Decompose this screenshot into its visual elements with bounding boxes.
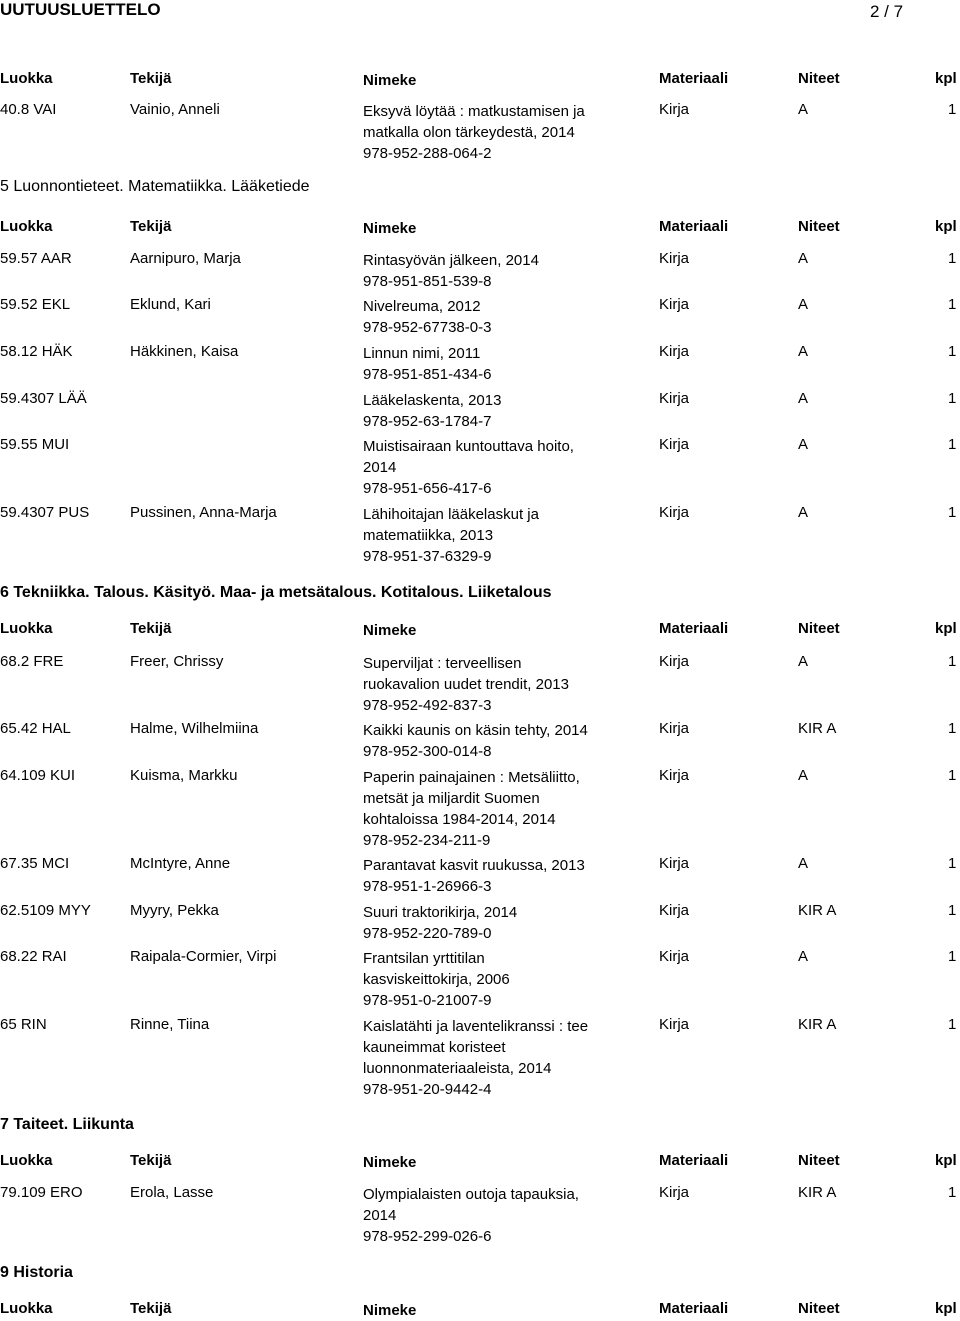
item-nimeke [363, 1016, 588, 1100]
item-nimeke-line: metsät ja miljardit Suomen [363, 790, 540, 807]
item-luokka: 40.8 VAI [0, 101, 57, 118]
item-nimeke-line: Paperin painajainen : Metsäliitto, [363, 769, 580, 786]
column-header-nimeke: Nimeke [363, 1302, 417, 1319]
item-nimeke-line: 2014 [363, 1207, 397, 1224]
item-niteet: A [798, 343, 809, 360]
column-header-kpl: kpl [935, 620, 957, 637]
item-tekija: Häkkinen, Kaisa [130, 343, 239, 360]
column-header-luokka: Luokka [0, 1300, 53, 1317]
item-niteet: A [798, 296, 809, 313]
item-isbn: 978-951-656-417-6 [363, 480, 492, 497]
item-luokka: 59.4307 PUS [0, 504, 90, 521]
item-nimeke-line: Superviljat : terveellisen [363, 655, 522, 672]
column-header-nimeke: Nimeke [363, 72, 417, 89]
item-niteet: A [798, 101, 809, 118]
item-materiaali: Kirja [659, 948, 690, 965]
item-nimeke-line: Olympialaisten outoja tapauksia, [363, 1186, 579, 1203]
item-isbn: 978-952-492-837-3 [363, 697, 492, 714]
item-nimeke-line: Rintasyövän jälkeen, 2014 [363, 252, 539, 269]
item-niteet: A [798, 855, 809, 872]
item-isbn: 978-952-288-064-2 [363, 145, 492, 162]
column-header-materiaali: Materiaali [659, 218, 729, 235]
item-nimeke-line: Suuri traktorikirja, 2014 [363, 904, 518, 921]
column-header-tekija: Tekijä [130, 620, 172, 637]
item-kpl: 1 [948, 1184, 957, 1201]
item-luokka: 67.35 MCI [0, 855, 70, 872]
item-kpl: 1 [948, 101, 957, 118]
item-materiaali: Kirja [659, 250, 690, 267]
item-nimeke-line: Frantsilan yrttitilan [363, 950, 485, 967]
item-isbn: 978-952-300-014-8 [363, 743, 492, 760]
item-materiaali: Kirja [659, 902, 690, 919]
item-luokka: 62.5109 MYY [0, 902, 91, 919]
item-tekija: Pussinen, Anna-Marja [130, 504, 277, 521]
item-nimeke-line: kauneimmat koristeet [363, 1039, 506, 1056]
item-luokka: 64.109 KUI [0, 767, 76, 784]
item-luokka: 68.2 FRE [0, 653, 64, 670]
item-nimeke [363, 1184, 579, 1247]
item-kpl: 1 [948, 1016, 957, 1033]
column-header-kpl: kpl [935, 70, 957, 87]
column-header-tekija: Tekijä [130, 1300, 172, 1317]
item-nimeke-line: Kaikki kaunis on käsin tehty, 2014 [363, 722, 588, 739]
item-luokka: 59.57 AAR [0, 250, 72, 267]
column-header-nimeke: Nimeke [363, 622, 417, 639]
item-kpl: 1 [948, 250, 957, 267]
column-header-niteet: Niteet [798, 1152, 840, 1169]
column-header-nimeke: Nimeke [363, 1154, 417, 1171]
item-nimeke [363, 436, 574, 499]
item-kpl: 1 [948, 653, 957, 670]
item-tekija: Freer, Chrissy [130, 653, 224, 670]
item-nimeke [363, 720, 588, 762]
item-isbn: 978-952-220-789-0 [363, 925, 492, 942]
item-niteet: A [798, 767, 809, 784]
item-nimeke [363, 390, 501, 432]
item-niteet: KIR A [798, 1184, 837, 1201]
item-isbn: 978-951-1-26966-3 [363, 878, 492, 895]
item-nimeke [363, 855, 585, 897]
item-nimeke-line: luonnonmateriaaleista, 2014 [363, 1060, 552, 1077]
item-nimeke [363, 948, 510, 1011]
item-nimeke-line: Nivelreuma, 2012 [363, 298, 481, 315]
column-header-luokka: Luokka [0, 1152, 53, 1169]
item-luokka: 59.4307 LÄÄ [0, 390, 87, 407]
item-niteet: A [798, 250, 809, 267]
item-isbn: 978-952-299-026-6 [363, 1228, 492, 1245]
item-tekija: McIntyre, Anne [130, 855, 231, 872]
item-luokka: 58.12 HÄK [0, 343, 73, 360]
item-nimeke-line: kohtaloissa 1984-2014, 2014 [363, 811, 556, 828]
column-header-materiaali: Materiaali [659, 1300, 729, 1317]
item-nimeke-line: Kaislatähti ja laventelikranssi : tee [363, 1018, 589, 1035]
item-isbn: 978-951-851-539-8 [363, 273, 492, 290]
item-materiaali: Kirja [659, 436, 690, 453]
column-header-tekija: Tekijä [130, 218, 172, 235]
item-niteet: A [798, 436, 809, 453]
item-kpl: 1 [948, 855, 957, 872]
item-materiaali: Kirja [659, 296, 690, 313]
item-nimeke-line: Lääkelaskenta, 2013 [363, 392, 502, 409]
item-tekija: Halme, Wilhelmiina [130, 720, 259, 737]
item-kpl: 1 [948, 504, 957, 521]
item-materiaali: Kirja [659, 720, 690, 737]
item-tekija: Raipala-Cormier, Virpi [130, 948, 277, 965]
item-materiaali: Kirja [659, 343, 690, 360]
item-niteet: A [798, 653, 809, 670]
item-luokka: 65 RIN [0, 1016, 47, 1033]
item-isbn: 978-952-63-1784-7 [363, 413, 492, 430]
column-header-luokka: Luokka [0, 70, 53, 87]
column-header-materiaali: Materiaali [659, 620, 729, 637]
section-heading: 6 Tekniikka. Talous. Käsityö. Maa- ja metsätalous. Kotitalous. Liiketalous [0, 584, 552, 601]
section-heading: 7 Taiteet. Liikunta [0, 1116, 134, 1133]
column-header-materiaali: Materiaali [659, 1152, 729, 1169]
item-materiaali: Kirja [659, 767, 690, 784]
column-header-niteet: Niteet [798, 218, 840, 235]
item-nimeke [363, 250, 539, 292]
item-nimeke-line: Muistisairaan kuntouttava hoito, [363, 438, 574, 455]
column-header-tekija: Tekijä [130, 1152, 172, 1169]
item-nimeke-line: Lähihoitajan lääkelaskut ja [363, 506, 539, 523]
item-tekija: Aarnipuro, Marja [130, 250, 241, 267]
item-isbn: 978-951-851-434-6 [363, 366, 492, 383]
item-nimeke-line: 2014 [363, 459, 397, 476]
item-niteet: A [798, 390, 809, 407]
item-nimeke [363, 902, 517, 944]
item-kpl: 1 [948, 390, 957, 407]
item-nimeke [363, 296, 491, 338]
item-nimeke-line: matematiikka, 2013 [363, 527, 494, 544]
item-isbn: 978-951-20-9442-4 [363, 1081, 492, 1098]
item-materiaali: Kirja [659, 390, 690, 407]
item-materiaali: Kirja [659, 653, 690, 670]
item-materiaali: Kirja [659, 101, 690, 118]
item-nimeke [363, 653, 569, 716]
item-kpl: 1 [948, 436, 957, 453]
column-header-niteet: Niteet [798, 70, 840, 87]
item-nimeke-line: kasviskeittokirja, 2006 [363, 971, 510, 988]
item-nimeke-line: ruokavalion uudet trendit, 2013 [363, 676, 569, 693]
item-niteet: KIR A [798, 720, 837, 737]
item-nimeke-line: Linnun nimi, 2011 [363, 345, 481, 362]
item-tekija: Myyry, Pekka [130, 902, 219, 919]
item-luokka: 65.42 HAL [0, 720, 71, 737]
item-materiaali: Kirja [659, 504, 690, 521]
column-header-kpl: kpl [935, 218, 957, 235]
item-nimeke [363, 504, 539, 567]
item-niteet: KIR A [798, 1016, 837, 1033]
item-luokka: 59.55 MUI [0, 436, 70, 453]
item-nimeke [363, 343, 491, 385]
page-number: 2 / 7 [870, 2, 904, 21]
item-niteet: KIR A [798, 902, 837, 919]
item-isbn: 978-952-67738-0-3 [363, 319, 492, 336]
item-luokka: 79.109 ERO [0, 1184, 83, 1201]
item-isbn: 978-951-0-21007-9 [363, 992, 492, 1009]
column-header-kpl: kpl [935, 1152, 957, 1169]
item-kpl: 1 [948, 902, 957, 919]
column-header-niteet: Niteet [798, 1300, 840, 1317]
item-nimeke-line: Eksyvä löytää : matkustamisen ja [363, 103, 585, 120]
item-luokka: 68.22 RAI [0, 948, 67, 965]
item-isbn: 978-951-37-6329-9 [363, 548, 492, 565]
item-nimeke-line: Parantavat kasvit ruukussa, 2013 [363, 857, 585, 874]
column-header-kpl: kpl [935, 1300, 957, 1317]
item-tekija: Eklund, Kari [130, 296, 211, 313]
item-luokka: 59.52 EKL [0, 296, 71, 313]
item-niteet: A [798, 948, 809, 965]
item-kpl: 1 [948, 343, 957, 360]
item-kpl: 1 [948, 948, 957, 965]
item-tekija: Kuisma, Markku [130, 767, 238, 784]
column-header-nimeke: Nimeke [363, 220, 417, 237]
item-materiaali: Kirja [659, 1016, 690, 1033]
item-tekija: Vainio, Anneli [130, 101, 220, 118]
item-niteet: A [798, 504, 809, 521]
item-nimeke [363, 101, 585, 164]
section-heading: 9 Historia [0, 1264, 73, 1281]
item-tekija: Rinne, Tiina [130, 1016, 210, 1033]
section-heading: 5 Luonnontieteet. Matematiikka. Lääketiede [0, 178, 310, 195]
column-header-luokka: Luokka [0, 620, 53, 637]
column-header-luokka: Luokka [0, 218, 53, 235]
item-kpl: 1 [948, 767, 957, 784]
item-materiaali: Kirja [659, 855, 690, 872]
item-kpl: 1 [948, 296, 957, 313]
column-header-niteet: Niteet [798, 620, 840, 637]
item-nimeke-line: matkalla olon tärkeydestä, 2014 [363, 124, 575, 141]
item-kpl: 1 [948, 720, 957, 737]
column-header-materiaali: Materiaali [659, 70, 729, 87]
item-materiaali: Kirja [659, 1184, 690, 1201]
page-title: UUTUUSLUETTELO [0, 0, 161, 19]
item-isbn: 978-952-234-211-9 [363, 832, 491, 849]
item-nimeke [363, 767, 580, 851]
column-header-tekija: Tekijä [130, 70, 172, 87]
item-tekija: Erola, Lasse [130, 1184, 214, 1201]
